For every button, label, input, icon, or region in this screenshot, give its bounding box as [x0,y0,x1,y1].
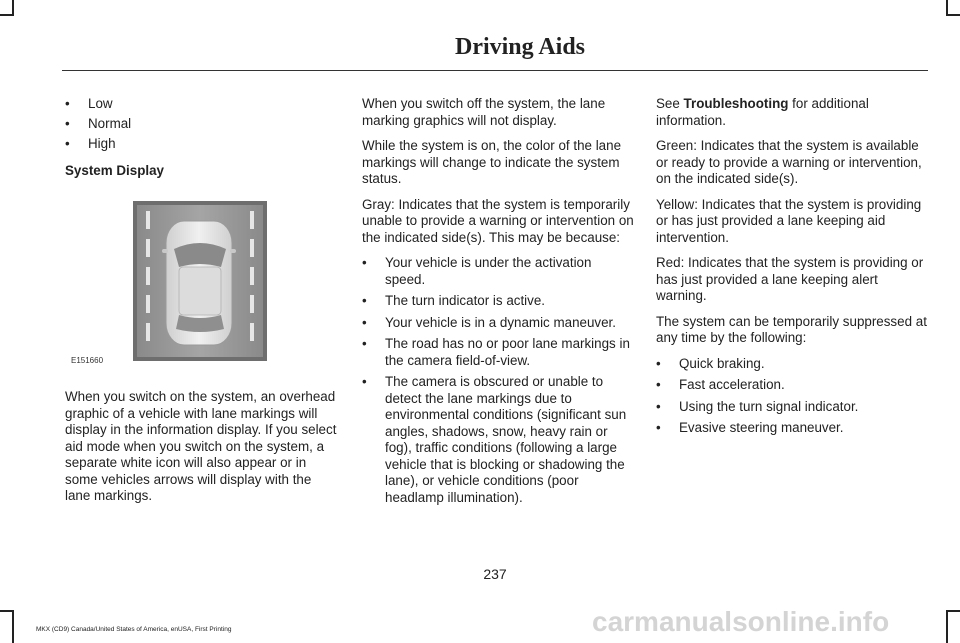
paragraph: When you switch off the system, the lane marking graphics will not display. [362,96,606,128]
list-item: • The turn indicator is active. [362,293,634,310]
list-item: • Low [65,96,337,113]
paragraph: The system can be temporarily suppressed at any time by the following: [656,313,927,345]
list-item: • Evasive steering maneuver. [656,420,932,437]
crop-mark [946,610,960,612]
footer-text: MKX (CD9) Canada/United States of America, enUSA, First Printing [36,626,232,633]
page-number: 237 [483,566,507,582]
paragraph: When you switch on the system, an overhead graphic of a vehicle with lane markings will display in the information display. If you select aid mode when you switch on the system, a separate white icon will also appear or in some vehicles arrows will display with the lane markings. [65,389,337,503]
header-rule [62,70,928,71]
crop-mark [12,610,14,643]
lane-display-image [133,201,267,361]
list-item: • Fast acceleration. [656,377,932,394]
column-2 [362,96,634,511]
gray-reasons-list [362,255,634,506]
list-item: • Your vehicle is in a dynamic maneuver. [362,315,634,332]
paragraph: Gray: Indicates that the system is temporarily unable to provide a warning or intervention on the indicated side(s). This may be because: [362,196,634,245]
crop-mark [946,14,960,16]
column-1 [65,96,337,514]
troubleshooting-link[interactable]: Troubleshooting [683,96,789,111]
system-display-figure [65,201,335,369]
paragraph: Green: Indicates that the system is available or ready to provide a warning or intervention, on the indicated side(s). [656,138,922,186]
crop-mark [0,14,14,16]
list-item: • Your vehicle is under the activation speed. [362,255,634,288]
suppression-list [656,356,932,437]
see-reference [656,96,932,129]
figure-code: E151660 [71,356,104,365]
see-suffix: for additional information. [656,96,869,128]
list-item: • Using the turn signal indicator. [656,399,932,416]
list-item: • Normal [65,116,337,133]
paragraph: While the system is on, the color of the lane markings will change to indicate the system status. [362,138,622,186]
column-3 [656,96,932,442]
list-item: • High [65,136,337,153]
crop-mark [0,610,14,612]
list-item: • The camera is obscured or unable to detect the lane markings due to environmental conditions (significant sun angles, shadows, snow, heavy rain or fog), traffic conditions (following a large vehicle that is blocking or shadowing the lane), or vehicle conditions (poor headlamp illumination). [362,374,634,506]
section-heading: System Display [65,162,164,178]
list-item: • The road has no or poor lane markings in the camera field-of-view. [362,336,634,369]
crop-mark [946,610,948,643]
list-item: • Quick braking. [656,356,932,373]
paragraph: Red: Indicates that the system is providing or has just provided a lane keeping alert warning. [656,255,924,303]
paragraph: Yellow: Indicates that the system is providing or has just provided a lane keeping aid intervention. [656,196,922,245]
page-title: Driving Aids [454,34,586,60]
watermark: carmanualsonline.info [592,606,890,637]
see-prefix: See [656,96,684,111]
sensitivity-list [65,96,337,153]
